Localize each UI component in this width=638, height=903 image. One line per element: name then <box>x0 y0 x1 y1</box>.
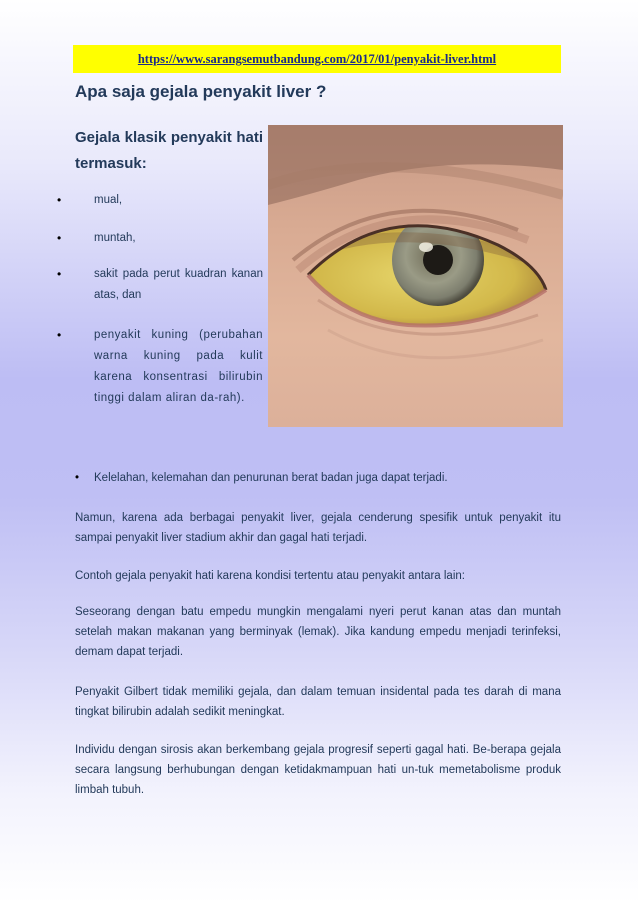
paragraph: Contoh gejala penyakit hati karena kondisi tertentu atau penyakit antara lain: <box>75 570 465 582</box>
paragraph: Individu dengan sirosis akan berkembang gejala progresif seperti gagal hati. Be-berapa gejala secara langsung berhubungan dengan ketidakmampuan hati un-tuk memetabolisme produk limbah tubuh. <box>75 744 561 796</box>
page-title: Apa saja gejala penyakit liver ? <box>75 82 327 101</box>
paragraph: Namun, karena ada berbagai penyakit liver, gejala cenderung spesifik untuk penyakit itu sampai penyakit liver stadium akhir dan gagal hati terjadi. <box>75 512 561 544</box>
bullet-icon: • <box>57 231 62 245</box>
list-item: • mual, <box>75 190 263 211</box>
source-url-link[interactable]: https://www.sarangsemutbandung.com/2017/01/penyakit-liver.html <box>73 45 561 73</box>
bullet-icon: • <box>57 193 62 207</box>
bullet-icon: • <box>75 472 80 484</box>
list-item: • muntah, <box>75 228 263 249</box>
bullet-icon: • <box>57 328 62 342</box>
jaundice-eye-photo <box>268 125 563 427</box>
paragraph: Penyakit Gilbert tidak memiliki gejala, dan dalam temuan insidental pada tes darah di mana tingkat bilirubin adalah sedikit meningkat. <box>75 686 561 718</box>
section-subtitle: Gejala klasik penyakit hati termasuk: <box>75 129 263 172</box>
list-item: • sakit pada perut kuadran kanan atas, dan <box>75 264 263 306</box>
bullet-icon: • <box>57 267 62 281</box>
list-item: • penyakit kuning (perubahan warna kuning pada kulit karena konsentrasi bilirubin tinggi dalam aliran da-rah). <box>75 325 263 409</box>
list-item: • Kelelahan, kelemahan dan penurunan berat badan juga dapat terjadi. <box>75 468 580 489</box>
paragraph: Seseorang dengan batu empedu mungkin mengalami nyeri perut kanan atas dan muntah setelah makan makanan yang berminyak (lemak). Jika kandung empedu menjadi terinfeksi, demam dapat terjadi. <box>75 606 561 658</box>
